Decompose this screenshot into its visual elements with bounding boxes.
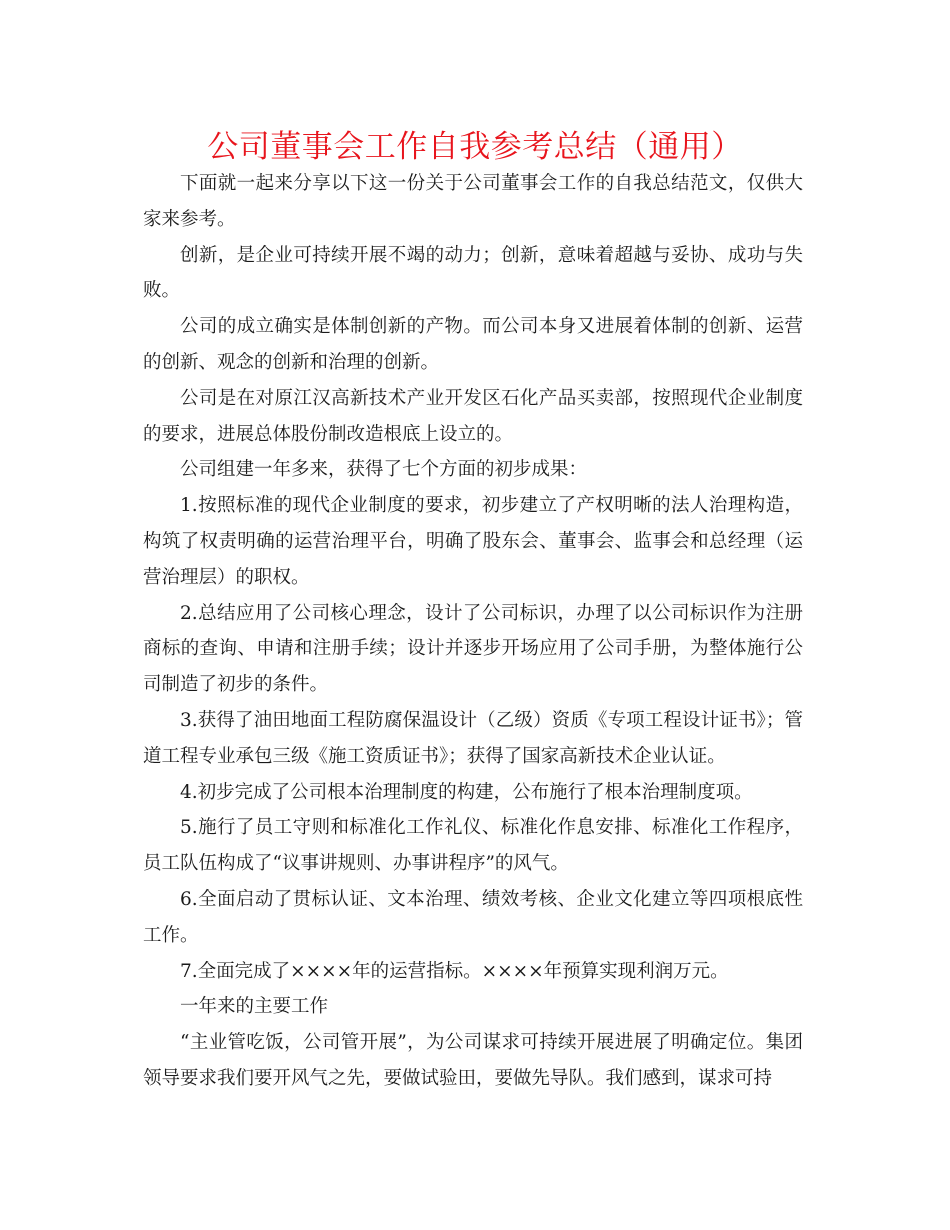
- document-title: 公司董事会工作自我参考总结（通用）: [207, 129, 743, 165]
- list-item: 7.全面完成了××××年的运营指标。××××年预算实现利润万元。: [180, 960, 729, 982]
- list-item: 5.施行了员工守则和标准化工作礼仪、标准化作息安排、标准化工作程序，员工队伍构成了“议事讲规则、办事讲程序”的风气。: [143, 817, 803, 875]
- list-item: 6.全面启动了贯标认证、文本治理、绩效考核、企业文化建立等四项根底性工作。: [143, 888, 803, 946]
- paragraph: 公司组建一年多来，获得了七个方面的初步成果：: [180, 459, 588, 481]
- paragraph: 公司的成立确实是体制创新的产物。而公司本身又进展着体制的创新、运营的创新、观念的创新和治理的创新。: [143, 316, 803, 373]
- list-item: 2.总结应用了公司核心理念，设计了公司标识，办理了以公司标识作为注册商标的查询、申请和注册手续；设计并逐步开场应用了公司手册，为整体施行公司制造了初步的条件。: [143, 602, 803, 696]
- list-item: 3.获得了油田地面工程防腐保温设计（乙级）资质《专项工程设计证书》；管道工程专业承包三级《施工资质证书》；获得了国家高新技术企业认证。: [143, 709, 803, 767]
- paragraph: 下面就一起来分享以下这一份关于公司董事会工作的自我总结范文，仅供大家来参考。: [143, 173, 803, 230]
- list-item: 1.按照标准的现代企业制度的要求，初步建立了产权明晰的法人治理构造，构筑了权责明确的运营治理平台，明确了股东会、董事会、监事会和总经理（运营治理层）的职权。: [143, 495, 803, 588]
- document-body: [143, 166, 803, 1097]
- paragraph: “主业管吃饭，公司管开展”，为公司谋求可持续开展进展了明确定位。集团领导要求我们要开风气之先，要做试验田，要做先导队。我们感到，谋求可持: [143, 1032, 803, 1089]
- paragraph: 公司是在对原江汉高新技术产业开发区石化产品买卖部，按照现代企业制度的要求，进展总体股份制改造根底上设立的。: [143, 387, 803, 445]
- paragraph: 创新，是企业可持续开展不竭的动力；创新，意味着超越与妥协、成功与失败。: [143, 244, 803, 302]
- list-item: 4.初步完成了公司根本治理制度的构建，公布施行了根本治理制度项。: [180, 781, 753, 803]
- section-heading: 一年来的主要工作: [180, 996, 329, 1018]
